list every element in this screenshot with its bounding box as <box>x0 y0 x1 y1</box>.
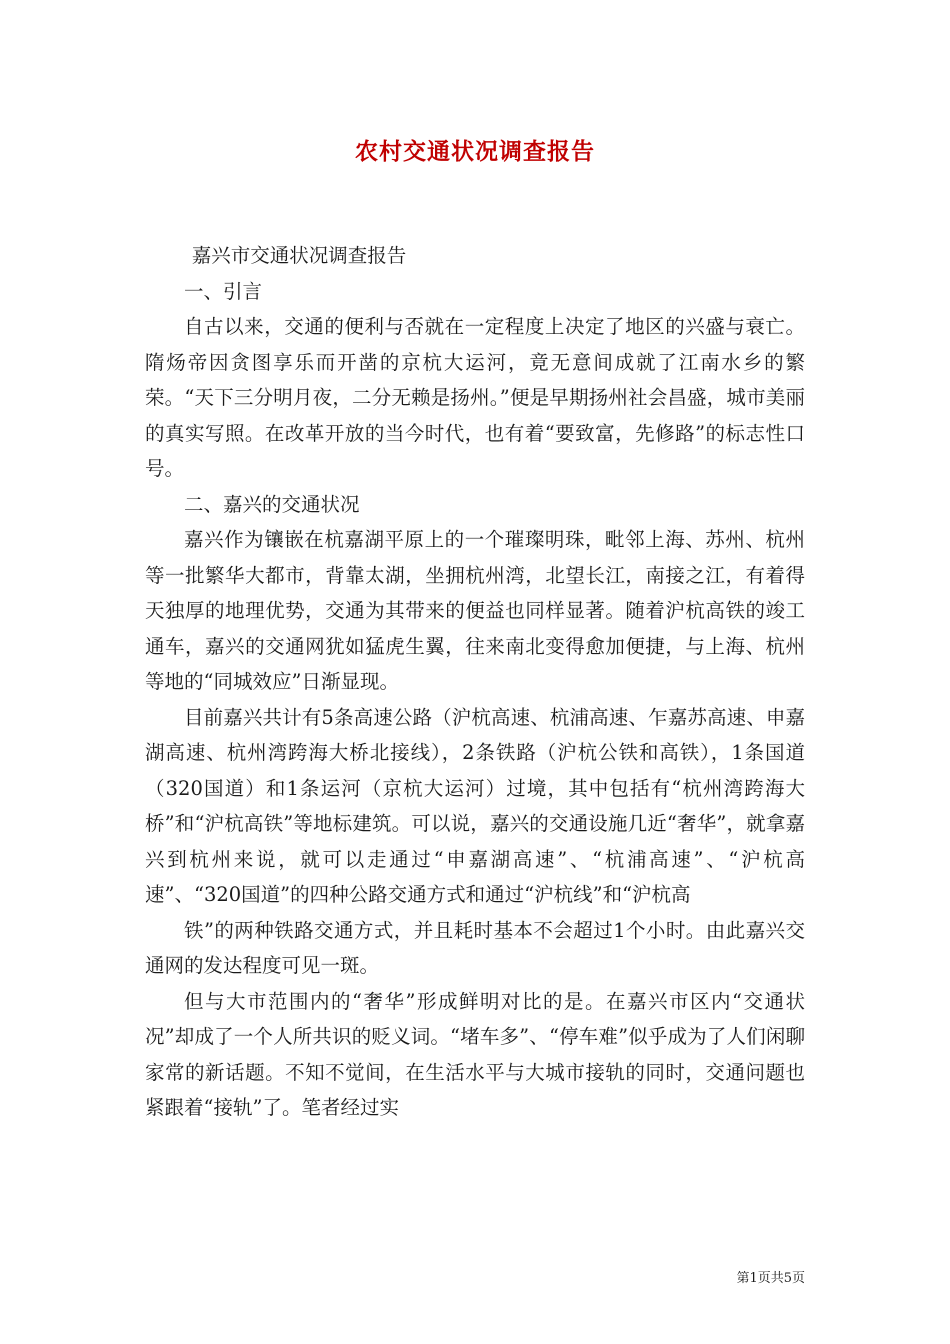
paragraph: 但与大市范围内的“奢华”形成鲜明对比的是。在嘉兴市区内“交通状况”却成了一个人所共识的贬义词。“堵车多”、“停车难”似乎成为了人们闲聊家常的新话题。不知不觉间，在生活水平与大城市接轨的同时，交通问题也紧跟着“接轨”了。笔者经过实 <box>145 989 805 1119</box>
page-number-footer: 第1页共5页 <box>736 1271 805 1286</box>
section-heading-introduction: 一、引言 <box>184 279 263 303</box>
document-body <box>145 238 805 1126</box>
paragraph: 自古以来，交通的便利与否就在一定程度上决定了地区的兴盛与衰亡。隋炀帝因贪图享乐而开凿的京杭大运河，竟无意间成就了江南水乡的繁荣。“天下三分明月夜，二分无赖是扬州。”便是早期扬州社会昌盛，城市美丽的真实写照。在改革开放的当今时代，也有着“要致富，先修路”的标志性口号。 <box>145 315 805 480</box>
paragraph: 铁”的两种铁路交通方式，并且耗时基本不会超过1个小时。由此嘉兴交通网的发达程度可见一斑。 <box>145 918 805 977</box>
paragraph: 目前嘉兴共计有5条高速公路（沪杭高速、杭浦高速、乍嘉苏高速、申嘉湖高速、杭州湾跨海大桥北接线），2条铁路（沪杭公铁和高铁），1条国道（320国道）和1条运河（京杭大运河）过境，其中包括有“杭州湾跨海大桥”和“沪杭高铁”等地标建筑。可以说，嘉兴的交通设施几近“奢华”，就拿嘉兴到杭州来说，就可以走通过“申嘉湖高速”、“杭浦高速”、“沪杭高速”、“320国道”的四种公路交通方式和通过“沪杭线”和“沪杭高 <box>145 705 805 906</box>
section-heading-traffic-status: 二、嘉兴的交通状况 <box>184 492 360 516</box>
paragraph: 嘉兴作为镶嵌在杭嘉湖平原上的一个璀璨明珠，毗邻上海、苏州、杭州等一批繁华大都市，背靠太湖，坐拥杭州湾，北望长江，南接之江，有着得天独厚的地理优势，交通为其带来的便益也同样显著。随着沪杭高铁的竣工通车，嘉兴的交通网犹如猛虎生翼，往来南北变得愈加便捷，与上海、杭州等地的“同城效应”日渐显现。 <box>145 528 805 693</box>
document-subtitle: 嘉兴市交通状况调查报告 <box>191 244 407 267</box>
document-title: 农村交通状况调查报告 <box>355 138 595 165</box>
